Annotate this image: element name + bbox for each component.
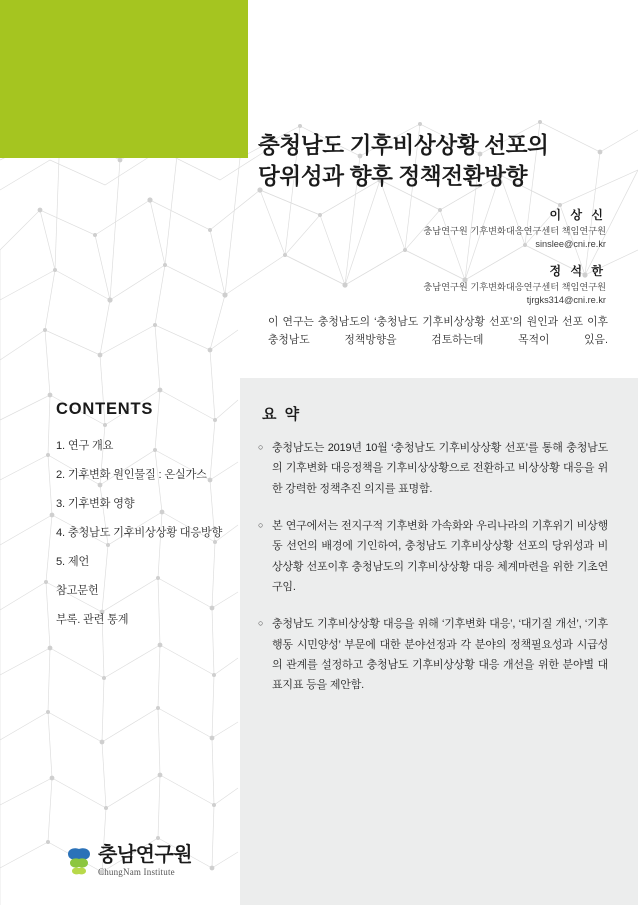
summary-item-text: 충청남도는 2019년 10월 ‘충청남도 기후비상상황 선포’를 통해 충청남도의 기후변화 대응정책을 기후비상상황으로 전환하고 비상상황 대응을 위한 강력한 정책추진 의지를 표명함.: [272, 442, 608, 495]
logo-korean-name: 충남연구원: [98, 844, 193, 866]
summary-item-text: 충청남도 기후비상상황 대응을 위해 ‘기후변화 대응’, ‘대기질 개선’, ‘기후행동 시민양성’ 부문에 대한 분야선정과 각 분야의 정책필요성과 시급성의 관계를 설정하고 충청남도 기후비상상황 대응 개선을 위한 분야별 대표지표 등을 제안함.: [272, 618, 608, 692]
logo-english-name: ChungNam Institute: [98, 867, 175, 877]
contents-item-5[interactable]: 5. 제언: [56, 556, 90, 568]
bullet-icon: ○: [258, 520, 264, 531]
author-affiliation: 충남연구원 기후변화대응연구센터 책임연구원: [423, 226, 606, 236]
page-title: [258, 130, 618, 192]
author-name: 정 석 한: [549, 263, 606, 278]
summary-list: [258, 438, 608, 713]
summary-item: [258, 438, 608, 499]
contents-item-2[interactable]: 2. 기후변화 원인물질 : 온실가스: [56, 469, 207, 481]
author-entry: [276, 206, 606, 252]
institute-logo: [66, 838, 216, 884]
issue-report-header-block: [0, 0, 248, 158]
author-affiliation: 충남연구원 기후변화대응연구센터 책임연구원: [423, 281, 606, 292]
summary-item: [258, 516, 608, 597]
author-name: 이 상 신: [549, 208, 606, 222]
contents-heading: CONTENTS: [56, 400, 154, 418]
author-email: tjrgks314@cni.re.kr: [526, 295, 606, 306]
author-entry: [276, 262, 606, 308]
contents-item-3[interactable]: 3. 기후변화 영향: [56, 498, 135, 510]
page-title-line-2: 당위성과 향후 정책전환방향: [258, 164, 528, 190]
summary-item-text: 본 연구에서는 전지구적 기후변화 가속화와 우리나라의 기후위기 비상행동 선언의 배경에 기인하여, 충청남도 기후비상상황 선포의 당위성과 비상상황 선포이후 충청남도의 기후비상상황 대응 체계마련을 위한 기초연구임.: [272, 520, 608, 594]
chungnam-institute-logo-icon: [66, 846, 92, 876]
author-email: sinslee@cni.re.kr: [535, 239, 606, 250]
contents-item-appendix[interactable]: 부록. 관련 통계: [56, 614, 129, 626]
contents-item-4[interactable]: 4. 충청남도 기후비상상황 대응방향: [56, 527, 223, 539]
contents-item-1[interactable]: 1. 연구 개요: [56, 440, 114, 452]
contents-item-references[interactable]: 참고문헌: [56, 585, 99, 597]
page-title-line-1: 충청남도 기후비상상황 선포의: [258, 133, 549, 158]
logo-text: [98, 845, 192, 877]
summary-item: [258, 614, 608, 695]
bullet-icon: ○: [258, 618, 264, 629]
summary-heading: 요 약: [262, 406, 302, 423]
contents-section: [56, 400, 236, 640]
abstract-note: 이 연구는 충청남도의 ‘충청남도 기후비상상황 선포’의 원인과 선포 이후 충청남도 정책방향을 검토하는데 목적이 있음.: [268, 316, 608, 346]
author-list: [276, 206, 606, 317]
bullet-icon: ○: [258, 442, 264, 452]
